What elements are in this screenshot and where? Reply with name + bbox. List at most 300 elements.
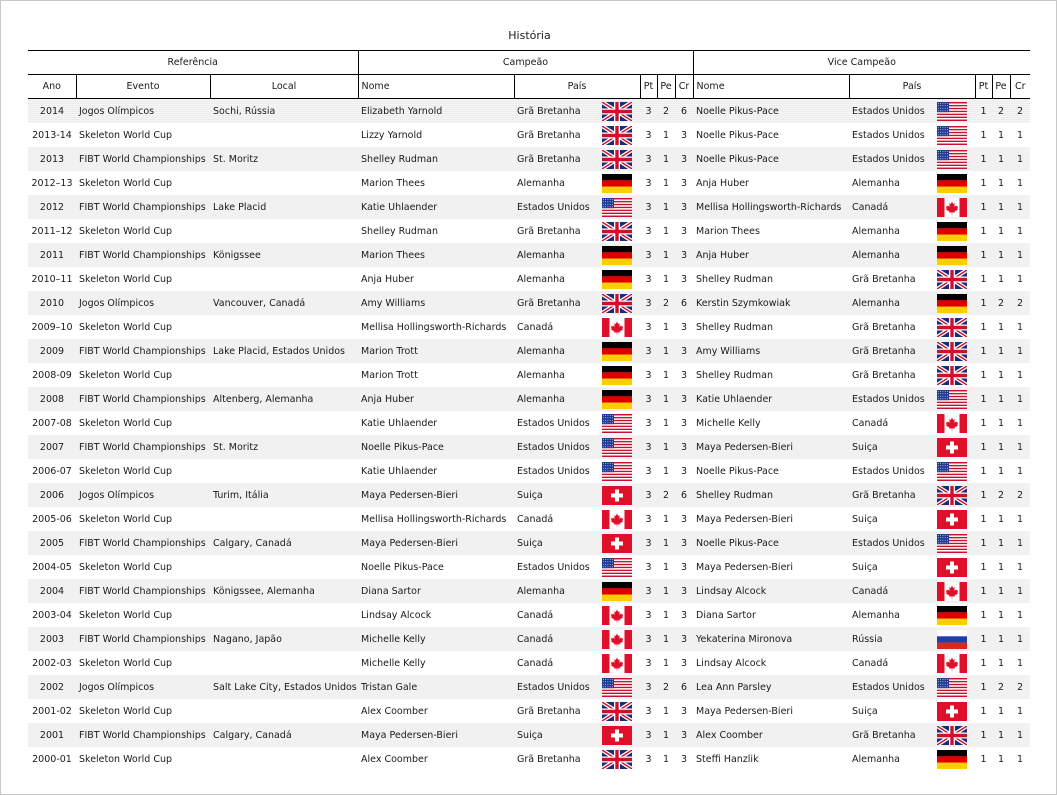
- table-row: [28, 603, 1030, 627]
- russia-flag-icon: [937, 630, 967, 649]
- cell-ano: 2007: [28, 435, 76, 459]
- uk-flag-icon: [602, 750, 632, 769]
- cell-campeao-pe: 1: [662, 561, 670, 573]
- cell-vice-flag: [929, 219, 975, 243]
- cell-vice-flag: [929, 555, 975, 579]
- cell-campeao-pt: 3: [640, 675, 657, 699]
- cell-vice-pais: Grã Bretanha: [852, 273, 916, 285]
- table-row: [28, 579, 1030, 603]
- table-title: História: [508, 29, 551, 42]
- cell-vice-cr: 1: [1010, 147, 1030, 171]
- canada-flag-icon: [602, 606, 632, 625]
- cell-campeao-pt: 3: [640, 579, 657, 603]
- cell-vice-nome: Noelle Pikus-Pace: [696, 129, 779, 141]
- cell-evento: Skeleton World Cup: [79, 657, 173, 669]
- cell-campeao-pt: 3: [640, 627, 657, 651]
- cell-campeao-nome: Alex Coomber: [361, 705, 428, 717]
- cell-vice-pt: 1: [980, 129, 987, 141]
- cell-campeao-flag: [594, 723, 640, 747]
- switzerland-flag-icon: [937, 702, 967, 721]
- cell-vice-pt: 1: [975, 435, 992, 459]
- cell-campeao-cr: 6: [675, 291, 693, 315]
- cell-campeao-pe: 1: [662, 513, 670, 525]
- cell-campeao-flag: [594, 363, 640, 387]
- cell-campeao-nome: Maya Pedersen-Bieri: [358, 531, 514, 555]
- cell-vice-nome: Anja Huber: [693, 243, 849, 267]
- cell-vice-flag: [929, 459, 975, 483]
- cell-campeao-pe: 1: [662, 705, 670, 717]
- col-header-evento: Evento: [76, 75, 210, 99]
- cell-campeao-nome: Michelle Kelly: [358, 627, 514, 651]
- cell-vice-pt: 1: [980, 465, 987, 477]
- table-row: [28, 459, 1030, 483]
- cell-vice-nome: Maya Pedersen-Bieri: [696, 561, 793, 573]
- cell-campeao-pais: Suiça: [514, 531, 594, 555]
- cell-campeao-pt: 3: [640, 195, 657, 219]
- cell-local: Vancouver, Canadá: [210, 291, 358, 315]
- cell-campeao-pais: Grã Bretanha: [514, 147, 594, 171]
- cell-vice-pe: 1: [992, 339, 1010, 363]
- cell-campeao-nome: Diana Sartor: [358, 579, 514, 603]
- cell-vice-cr: 1: [1010, 579, 1030, 603]
- cell-vice-cr: 1: [1017, 513, 1024, 525]
- cell-campeao-pt: 3: [645, 657, 652, 669]
- cell-ano: 2007-08: [32, 417, 72, 429]
- cell-vice-flag: [929, 363, 975, 387]
- cell-vice-pais: Alemanha: [849, 243, 929, 267]
- table-row: [28, 387, 1030, 411]
- germany-flag-icon: [937, 246, 967, 265]
- cell-campeao-pais: Grã Bretanha: [517, 129, 581, 141]
- cell-campeao-cr: 3: [680, 417, 688, 429]
- cell-vice-pt: 1: [975, 291, 992, 315]
- cell-vice-nome: Anja Huber: [696, 177, 749, 189]
- cell-campeao-pe: 1: [662, 465, 670, 477]
- cell-vice-nome: Diana Sartor: [696, 609, 756, 621]
- germany-flag-icon: [937, 174, 967, 193]
- cell-evento: Skeleton World Cup: [79, 561, 173, 573]
- cell-campeao-pe: 1: [662, 177, 670, 189]
- cell-campeao-cr: 3: [680, 561, 688, 573]
- table-row: [28, 315, 1030, 339]
- cell-vice-nome: Shelley Rudman: [696, 321, 773, 333]
- group-referencia: Referência: [28, 51, 358, 75]
- cell-vice-nome: Alex Coomber: [693, 723, 849, 747]
- cell-campeao-flag: [594, 147, 640, 171]
- cell-ano: 2013: [28, 147, 76, 171]
- cell-vice-nome: Noelle Pikus-Pace: [693, 531, 849, 555]
- cell-vice-nome: Shelley Rudman: [696, 273, 773, 285]
- cell-campeao-pais: Estados Unidos: [514, 675, 594, 699]
- cell-local: Salt Lake City, Estados Unidos: [210, 675, 358, 699]
- cell-campeao-flag: [594, 291, 640, 315]
- cell-campeao-nome: Michelle Kelly: [361, 657, 426, 669]
- cell-vice-cr: 1: [1010, 627, 1030, 651]
- cell-campeao-cr: 3: [680, 273, 688, 285]
- cell-vice-pe: 1: [997, 417, 1005, 429]
- cell-local: [210, 411, 358, 435]
- cell-vice-flag: [929, 267, 975, 291]
- history-table: [28, 50, 1030, 771]
- cell-campeao-pais: Canadá: [517, 513, 554, 525]
- table-row: [28, 171, 1030, 195]
- cell-evento: Skeleton World Cup: [79, 321, 173, 333]
- usa-flag-icon: [937, 150, 967, 169]
- cell-vice-pe: 1: [997, 369, 1005, 381]
- cell-vice-flag: [929, 147, 975, 171]
- col-header-campeao-pe: Pe: [657, 75, 675, 99]
- cell-vice-pais: Canadá: [852, 657, 889, 669]
- cell-vice-nome: Shelley Rudman: [693, 483, 849, 507]
- cell-campeao-flag: [594, 699, 640, 723]
- cell-vice-cr: 1: [1010, 531, 1030, 555]
- cell-campeao-cr: 3: [675, 435, 693, 459]
- table-row: [28, 699, 1030, 723]
- cell-campeao-cr: 6: [675, 675, 693, 699]
- cell-vice-flag: [929, 123, 975, 147]
- cell-campeao-cr: 3: [680, 225, 688, 237]
- germany-flag-icon: [602, 270, 632, 289]
- cell-local: Altenberg, Alemanha: [210, 387, 358, 411]
- cell-evento: Jogos Olímpicos: [76, 483, 210, 507]
- cell-campeao-flag: [594, 507, 640, 531]
- cell-vice-flag: [929, 435, 975, 459]
- usa-flag-icon: [937, 678, 967, 697]
- cell-vice-nome: Katie Uhlaender: [693, 387, 849, 411]
- group-vice-campeao: Vice Campeão: [693, 51, 1030, 75]
- cell-vice-cr: 2: [1010, 291, 1030, 315]
- cell-evento: Jogos Olímpicos: [76, 99, 210, 124]
- cell-campeao-pais: Suiça: [514, 723, 594, 747]
- cell-vice-pe: 1: [997, 225, 1005, 237]
- cell-ano: 2006-07: [32, 465, 72, 477]
- cell-vice-nome: Michelle Kelly: [696, 417, 761, 429]
- cell-vice-pt: 1: [980, 417, 987, 429]
- cell-vice-pe: 1: [997, 513, 1005, 525]
- cell-campeao-cr: 3: [675, 627, 693, 651]
- table-row: [28, 99, 1030, 124]
- cell-local: St. Moritz: [210, 147, 358, 171]
- cell-ano: 2000-01: [32, 753, 72, 765]
- table-row: [28, 219, 1030, 243]
- cell-vice-pais: Grã Bretanha: [849, 483, 929, 507]
- cell-vice-cr: 1: [1010, 723, 1030, 747]
- cell-campeao-pt: 3: [645, 609, 652, 621]
- cell-local: Nagano, Japão: [210, 627, 358, 651]
- column-header-row: [28, 75, 1030, 99]
- cell-ano: 2010: [28, 291, 76, 315]
- cell-evento: FIBT World Championships: [76, 195, 210, 219]
- table-row: [28, 291, 1030, 315]
- cell-campeao-flag: [594, 531, 640, 555]
- cell-vice-pais: Estados Unidos: [849, 147, 929, 171]
- cell-vice-pe: 1: [992, 579, 1010, 603]
- cell-evento: FIBT World Championships: [76, 435, 210, 459]
- cell-campeao-flag: [594, 483, 640, 507]
- cell-vice-nome: Marion Thees: [696, 225, 760, 237]
- cell-campeao-pais: Canadá: [514, 627, 594, 651]
- cell-vice-pais: Estados Unidos: [849, 675, 929, 699]
- cell-campeao-pt: 3: [640, 243, 657, 267]
- cell-campeao-pais: Alemanha: [514, 243, 594, 267]
- cell-vice-flag: [929, 387, 975, 411]
- cell-campeao-nome: Mellisa Hollingsworth-Richards: [361, 513, 507, 525]
- cell-campeao-pais: Grã Bretanha: [514, 291, 594, 315]
- cell-campeao-flag: [594, 315, 640, 339]
- cell-vice-cr: 1: [1017, 465, 1024, 477]
- cell-campeao-pais: Alemanha: [517, 369, 565, 381]
- table-row: [28, 243, 1030, 267]
- cell-campeao-flag: [594, 195, 640, 219]
- cell-campeao-pt: 3: [645, 417, 652, 429]
- uk-flag-icon: [602, 702, 632, 721]
- table-body: [28, 99, 1030, 772]
- cell-campeao-pais: Alemanha: [514, 579, 594, 603]
- cell-campeao-pe: 1: [662, 225, 670, 237]
- cell-evento: FIBT World Championships: [76, 723, 210, 747]
- cell-local: Calgary, Canadá: [210, 531, 358, 555]
- cell-ano: 2005: [28, 531, 76, 555]
- cell-vice-pt: 1: [980, 609, 987, 621]
- cell-campeao-cr: 3: [675, 579, 693, 603]
- cell-vice-pt: 1: [975, 675, 992, 699]
- cell-campeao-nome: Lizzy Yarnold: [361, 129, 423, 141]
- cell-evento: FIBT World Championships: [76, 579, 210, 603]
- cell-vice-pais: Estados Unidos: [849, 99, 929, 124]
- cell-campeao-cr: 6: [675, 483, 693, 507]
- cell-campeao-pe: 1: [662, 609, 670, 621]
- cell-vice-pt: 1: [980, 513, 987, 525]
- col-header-vice-pt: Pt: [975, 75, 992, 99]
- cell-campeao-nome: Noelle Pikus-Pace: [358, 435, 514, 459]
- cell-vice-flag: [929, 195, 975, 219]
- cell-campeao-pais: Grã Bretanha: [514, 99, 594, 124]
- cell-vice-pe: 1: [992, 147, 1010, 171]
- cell-vice-pais: Estados Unidos: [849, 387, 929, 411]
- cell-local: [210, 363, 358, 387]
- cell-vice-cr: 2: [1010, 99, 1030, 124]
- cell-local: Turim, Itália: [210, 483, 358, 507]
- cell-campeao-pais: Alemanha: [517, 177, 565, 189]
- cell-ano: 2003: [28, 627, 76, 651]
- cell-evento: Skeleton World Cup: [79, 465, 173, 477]
- switzerland-flag-icon: [602, 486, 632, 505]
- cell-vice-pe: 2: [992, 675, 1010, 699]
- cell-vice-flag: [929, 627, 975, 651]
- cell-vice-pt: 1: [975, 195, 992, 219]
- cell-vice-nome: Lindsay Alcock: [693, 579, 849, 603]
- cell-local: [210, 315, 358, 339]
- col-header-vice-pe: Pe: [992, 75, 1010, 99]
- cell-campeao-pt: 3: [645, 273, 652, 285]
- cell-ano: 2003-04: [32, 609, 72, 621]
- cell-campeao-pe: 1: [657, 243, 675, 267]
- cell-vice-pt: 1: [975, 243, 992, 267]
- cell-vice-pais: Suiça: [852, 513, 878, 525]
- cell-campeao-pe: 1: [662, 321, 670, 333]
- cell-campeao-cr: 3: [675, 723, 693, 747]
- cell-evento: Skeleton World Cup: [79, 369, 173, 381]
- cell-vice-pe: 1: [997, 465, 1005, 477]
- cell-local: [210, 747, 358, 771]
- cell-vice-nome: Maya Pedersen-Bieri: [696, 705, 793, 717]
- uk-flag-icon: [602, 126, 632, 145]
- cell-campeao-pt: 3: [645, 177, 652, 189]
- cell-vice-pe: 1: [992, 387, 1010, 411]
- table-row: [28, 147, 1030, 171]
- cell-local: Lake Placid: [210, 195, 358, 219]
- table-row: [28, 123, 1030, 147]
- cell-vice-pe: 1: [997, 609, 1005, 621]
- cell-vice-pais: Estados Unidos: [849, 531, 929, 555]
- table-row: [28, 483, 1030, 507]
- col-header-vice-pais: País: [849, 75, 975, 99]
- switzerland-flag-icon: [602, 726, 632, 745]
- cell-campeao-flag: [594, 747, 640, 771]
- germany-flag-icon: [602, 390, 632, 409]
- cell-campeao-nome: Amy Williams: [358, 291, 514, 315]
- uk-flag-icon: [937, 342, 967, 361]
- cell-campeao-pt: 3: [640, 435, 657, 459]
- cell-vice-pais: Alemanha: [852, 753, 900, 765]
- germany-flag-icon: [602, 582, 632, 601]
- cell-vice-cr: 1: [1010, 387, 1030, 411]
- cell-campeao-pe: 1: [657, 435, 675, 459]
- usa-flag-icon: [602, 198, 632, 217]
- table-row: [28, 507, 1030, 531]
- cell-campeao-pt: 3: [640, 723, 657, 747]
- cell-evento: FIBT World Championships: [76, 339, 210, 363]
- cell-local: [210, 219, 358, 243]
- cell-campeao-cr: 3: [680, 753, 688, 765]
- cell-ano: 2011: [28, 243, 76, 267]
- cell-local: Calgary, Canadá: [210, 723, 358, 747]
- cell-campeao-flag: [594, 219, 640, 243]
- cell-local: [210, 507, 358, 531]
- cell-vice-cr: 1: [1017, 129, 1024, 141]
- cell-evento: Skeleton World Cup: [79, 273, 173, 285]
- cell-vice-nome: Maya Pedersen-Bieri: [693, 435, 849, 459]
- table-row: [28, 723, 1030, 747]
- group-header-row: [28, 51, 1030, 75]
- cell-campeao-pt: 3: [640, 531, 657, 555]
- cell-campeao-pt: 3: [645, 753, 652, 765]
- cell-vice-cr: 1: [1017, 321, 1024, 333]
- cell-local: Lake Placid, Estados Unidos: [210, 339, 358, 363]
- germany-flag-icon: [602, 366, 632, 385]
- cell-ano: 2002-03: [32, 657, 72, 669]
- canada-flag-icon: [602, 630, 632, 649]
- cell-campeao-flag: [594, 387, 640, 411]
- usa-flag-icon: [937, 462, 967, 481]
- cell-vice-pais: Grã Bretanha: [849, 723, 929, 747]
- cell-campeao-cr: 3: [680, 513, 688, 525]
- germany-flag-icon: [602, 246, 632, 265]
- cell-vice-pt: 1: [980, 657, 987, 669]
- cell-evento: Skeleton World Cup: [79, 129, 173, 141]
- cell-ano: 2009: [28, 339, 76, 363]
- cell-campeao-pe: 1: [657, 339, 675, 363]
- cell-vice-cr: 1: [1017, 225, 1024, 237]
- cell-vice-nome: Steffi Hanzlik: [696, 753, 759, 765]
- cell-vice-pais: Alemanha: [852, 177, 900, 189]
- table-row: [28, 435, 1030, 459]
- cell-vice-cr: 1: [1017, 417, 1024, 429]
- cell-campeao-flag: [594, 651, 640, 675]
- cell-vice-pe: 1: [997, 321, 1005, 333]
- cell-campeao-flag: [594, 579, 640, 603]
- col-header-vice-nome: Nome: [693, 75, 849, 99]
- cell-vice-pe: 1: [992, 243, 1010, 267]
- cell-campeao-pais: Estados Unidos: [517, 465, 590, 477]
- cell-campeao-nome: Shelley Rudman: [361, 225, 438, 237]
- cell-campeao-pais: Grã Bretanha: [517, 705, 581, 717]
- cell-vice-nome: Yekaterina Mironova: [693, 627, 849, 651]
- cell-campeao-pais: Alemanha: [514, 339, 594, 363]
- switzerland-flag-icon: [937, 558, 967, 577]
- col-header-campeao-pais: País: [514, 75, 640, 99]
- cell-vice-pt: 1: [975, 147, 992, 171]
- cell-campeao-pt: 3: [645, 705, 652, 717]
- cell-campeao-pe: 1: [662, 129, 670, 141]
- cell-vice-cr: 1: [1010, 195, 1030, 219]
- cell-vice-pais: Grã Bretanha: [852, 369, 916, 381]
- cell-evento: Skeleton World Cup: [79, 513, 173, 525]
- cell-ano: 2012–13: [31, 177, 73, 189]
- cell-local: [210, 267, 358, 291]
- uk-flag-icon: [937, 318, 967, 337]
- cell-campeao-pe: 1: [657, 627, 675, 651]
- cell-vice-pe: 1: [997, 561, 1005, 573]
- cell-ano: 2004-05: [32, 561, 72, 573]
- cell-vice-nome: Lea Ann Parsley: [693, 675, 849, 699]
- cell-campeao-pt: 3: [640, 291, 657, 315]
- cell-campeao-nome: Marion Trott: [361, 369, 418, 381]
- cell-campeao-pais: Estados Unidos: [514, 435, 594, 459]
- cell-campeao-nome: Marion Thees: [361, 177, 425, 189]
- cell-vice-cr: 1: [1017, 705, 1024, 717]
- table-row: [28, 747, 1030, 771]
- cell-campeao-nome: Mellisa Hollingsworth-Richards: [361, 321, 507, 333]
- cell-vice-cr: 2: [1010, 483, 1030, 507]
- cell-campeao-pais: Estados Unidos: [517, 561, 590, 573]
- cell-campeao-pe: 1: [657, 195, 675, 219]
- cell-campeao-flag: [594, 675, 640, 699]
- usa-flag-icon: [602, 438, 632, 457]
- cell-vice-pais: Rússia: [849, 627, 929, 651]
- cell-campeao-nome: Alex Coomber: [361, 753, 428, 765]
- cell-evento: Jogos Olímpicos: [76, 291, 210, 315]
- cell-vice-flag: [929, 483, 975, 507]
- usa-flag-icon: [937, 102, 967, 121]
- uk-flag-icon: [602, 222, 632, 241]
- uk-flag-icon: [602, 150, 632, 169]
- cell-local: Königssee: [210, 243, 358, 267]
- cell-campeao-nome: Maya Pedersen-Bieri: [358, 723, 514, 747]
- table-row: [28, 651, 1030, 675]
- cell-campeao-pais: Grã Bretanha: [517, 753, 581, 765]
- cell-vice-pt: 1: [980, 705, 987, 717]
- canada-flag-icon: [602, 510, 632, 529]
- usa-flag-icon: [602, 414, 632, 433]
- cell-campeao-nome: Katie Uhlaender: [361, 465, 438, 477]
- col-header-local: Local: [210, 75, 358, 99]
- cell-vice-flag: [929, 411, 975, 435]
- cell-vice-pt: 1: [975, 579, 992, 603]
- cell-vice-cr: 1: [1010, 435, 1030, 459]
- cell-campeao-flag: [594, 435, 640, 459]
- cell-vice-flag: [929, 651, 975, 675]
